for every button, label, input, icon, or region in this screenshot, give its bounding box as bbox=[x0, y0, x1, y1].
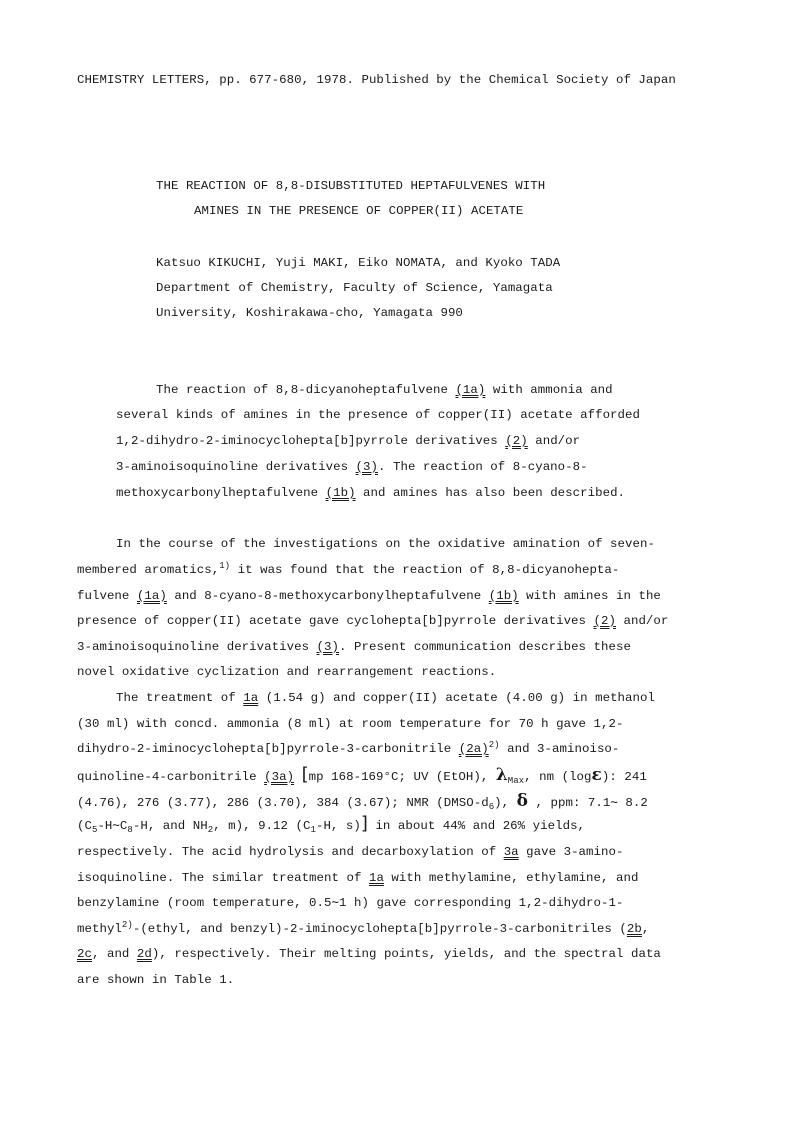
body-p2-line-12: are shown in Table 1. bbox=[77, 973, 235, 987]
abstract-line-4: 3-aminoisoquinoline derivatives (3). The reaction of 8-cyano-8- bbox=[116, 460, 588, 474]
body-p2-line-3: dihydro-2-iminocyclohepta[b]pyrrole-3-carbonitrile $(2a)^{2)}$ and 3-aminoiso- bbox=[77, 740, 620, 756]
abstract-line-3: 1,2-dihydro-2-iminocyclohepta[b]pyrrole derivatives (2) and/or bbox=[116, 434, 581, 448]
body-p1-line-4: presence of copper(II) acetate gave cyclohepta[b]pyrrole derivatives (2) and/or bbox=[77, 614, 669, 628]
affiliation-line-2: University, Koshirakawa-cho, Yamagata 990 bbox=[156, 306, 463, 320]
compound-ref: (3) bbox=[355, 460, 379, 474]
body-p2-line-4: quinoline-4-carbonitrile (3a) [mp 168-169°C; UV (EtOH), $\lambda_{Max}$, nm (logε): 241 bbox=[77, 764, 647, 786]
compound-ref: (2) bbox=[505, 434, 528, 448]
body-p1-line-3: fulvene (1a) and 8-cyano-8-methoxycarbonylheptafulvene (1b) with amines in the bbox=[77, 589, 661, 603]
body-p2-line-11: 2c, and 2d), respectively. Their melting points, yields, and the spectral data bbox=[77, 947, 661, 961]
compound-ref: (1b) bbox=[325, 486, 356, 500]
body-p2-line-10: methyl$^{2)}$-(ethyl, and benzyl)-2-iminocyclohepta[b]pyrrole-3-carbonitriles (2b, bbox=[77, 920, 650, 936]
body-p1-line-2: membered aromatics,$^{1)}$ it was found that the reaction of 8,8-dicyanohepta- bbox=[77, 561, 620, 577]
body-p2-line-1: The treatment of 1a (1.54 g) and copper(II) acetate (4.00 g) in methanol bbox=[116, 691, 655, 705]
body-p1-line-6: novel oxidative cyclization and rearrangement reactions. bbox=[77, 665, 497, 679]
body-p2-line-6: ($C_5-H\sim C_8-H$, and $NH_2$, m), 9.12 ($C_1-H$, s)] in about 44% and 26% yields, bbox=[77, 813, 586, 835]
author-names: Katsuo KIKUCHI, Yuji MAKI, Eiko NOMATA, and Kyoko TADA bbox=[156, 256, 561, 270]
title-line-1: THE REACTION OF 8,8-DISUBSTITUTED HEPTAFULVENES WITH bbox=[156, 179, 546, 193]
abstract-line-1: The reaction of 8,8-dicyanoheptafulvene (1a) with ammonia and bbox=[156, 383, 613, 397]
abstract-line-5: methoxycarbonylheptafulvene (1b) and amines has also been described. bbox=[116, 486, 626, 500]
body-p2-line-9: benzylamine (room temperature, 0.5∼1 h) gave corresponding 1,2-dihydro-1- bbox=[77, 896, 624, 910]
body-p2-line-2: (30 ml) with concd. ammonia (8 ml) at room temperature for 70 h gave 1,2- bbox=[77, 717, 624, 731]
body-p2-line-7: respectively. The acid hydrolysis and decarboxylation of 3a gave 3-amino- bbox=[77, 845, 624, 859]
body-p1-line-5: 3-aminoisoquinoline derivatives (3). Present communication describes these bbox=[77, 640, 631, 654]
journal-header: CHEMISTRY LETTERS, pp. 677-680, 1978. Published by the Chemical Society of Japan bbox=[77, 73, 676, 87]
abstract-line-2: several kinds of amines in the presence of copper(II) acetate afforded bbox=[116, 408, 640, 422]
body-p1-line-1: In the course of the investigations on the oxidative amination of seven- bbox=[116, 537, 655, 551]
title-line-2: AMINES IN THE PRESENCE OF COPPER(II) ACETATE bbox=[194, 204, 524, 218]
compound-ref: (1a) bbox=[455, 383, 486, 397]
body-p2-line-8: isoquinoline. The similar treatment of 1a with methylamine, ethylamine, and bbox=[77, 871, 639, 885]
body-p2-line-5: (4.76), 276 (3.77), 286 (3.70), 384 (3.67); NMR $(DMSO-d_6)$, δ , ppm: 7.1∼ 8.2 bbox=[77, 791, 648, 812]
affiliation-line-1: Department of Chemistry, Faculty of Science, Yamagata bbox=[156, 281, 553, 295]
